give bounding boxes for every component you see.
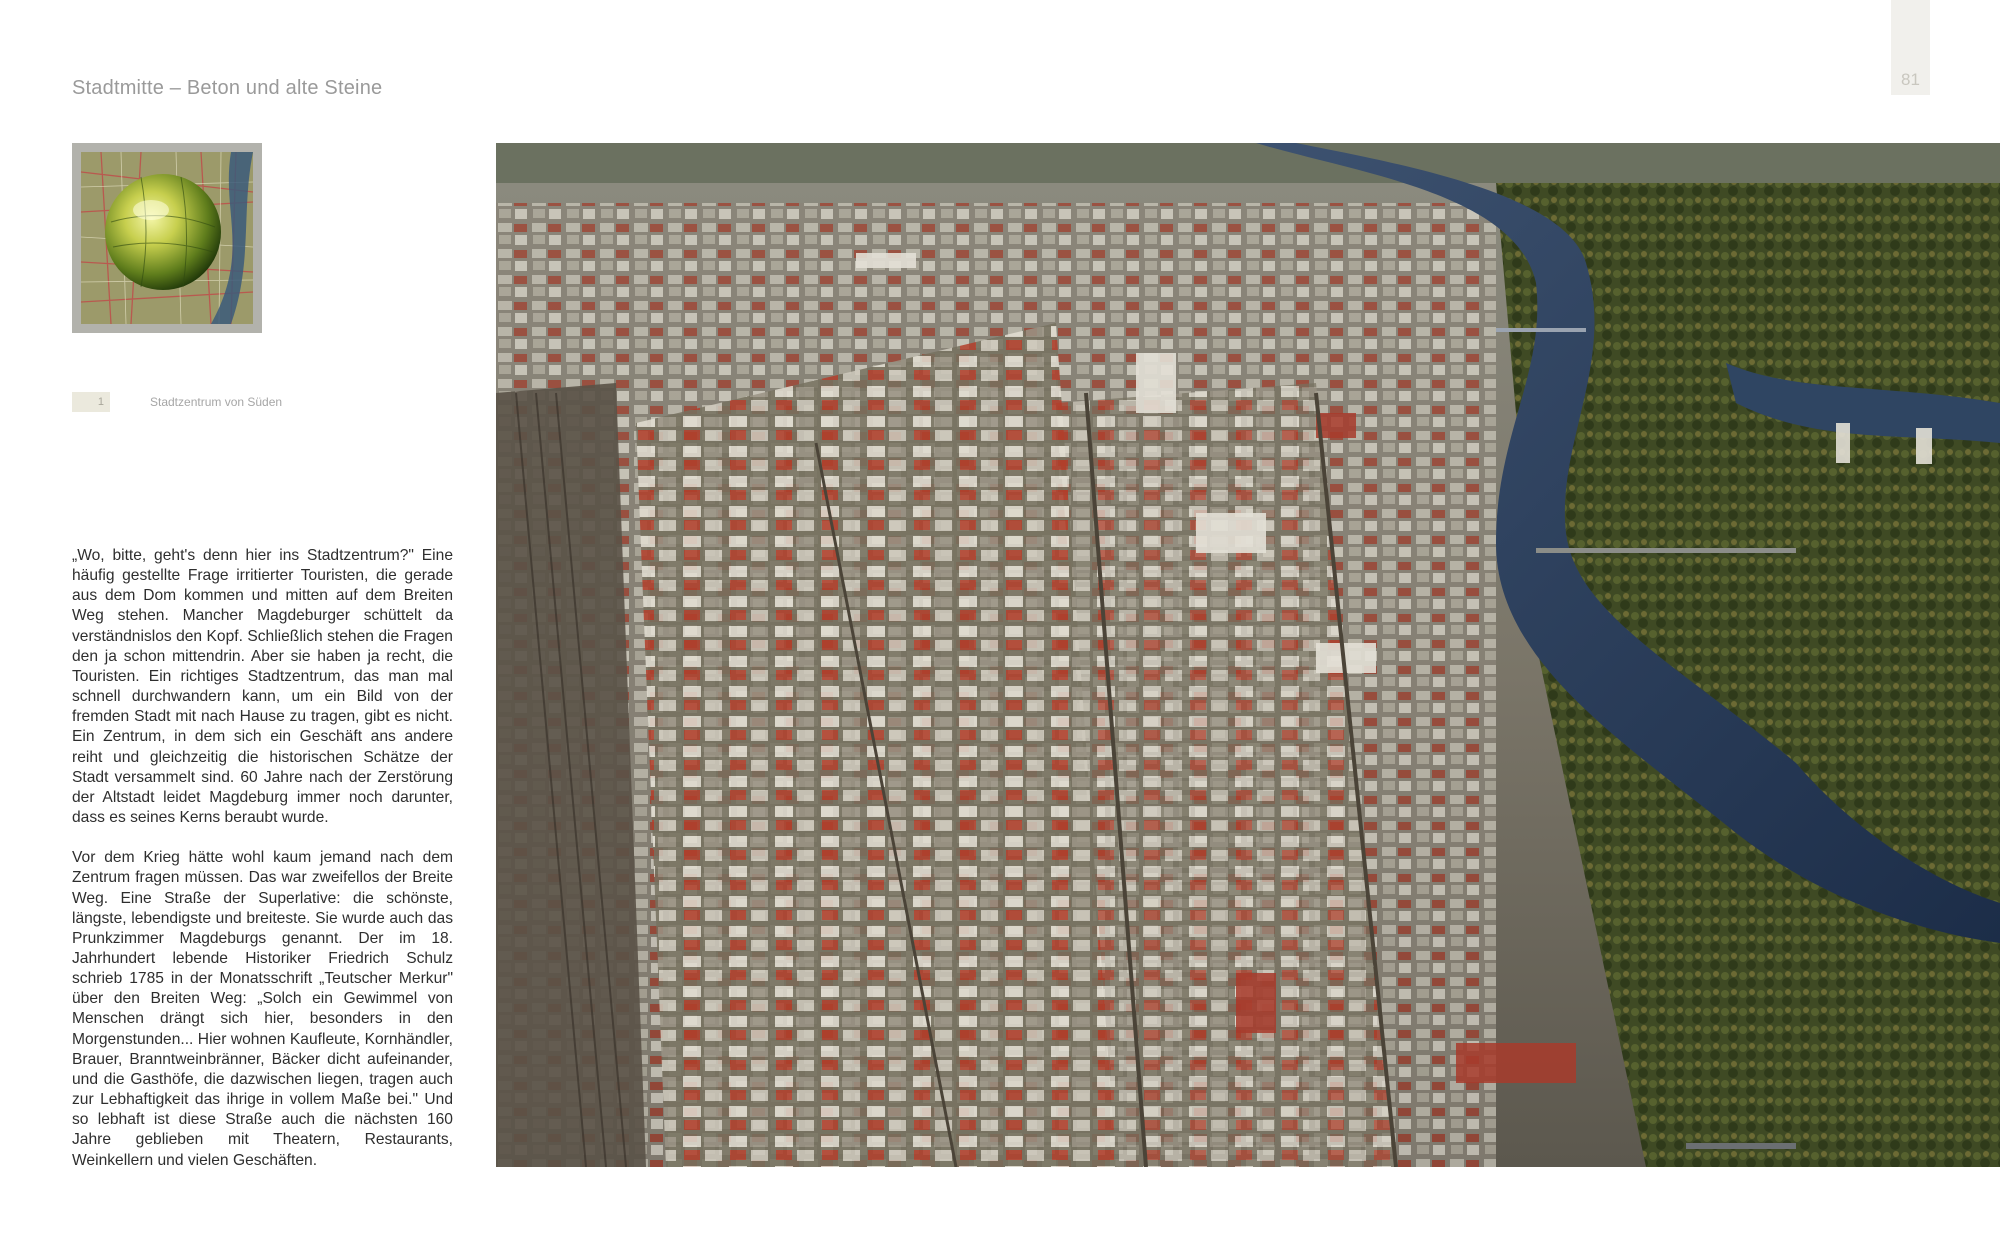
aerial-city-photo-icon: [496, 143, 2000, 1167]
paragraph: „Wo, bitte, geht's denn hier ins Stadtzentrum?" Eine häufig gestellte Frage irritierter Touristen, die gerade aus dem Dom kommen und mitten auf dem Breiten Weg stehen. Mancher Magdeburger schüttelt da verständnislos den Kopf. Schließlich stehen die Fragen den ja schon mittendrin. Aber sie haben ja recht, die Touristen. Ein richtiges Stadtzentrum, das man mal schnell durchwandern kann, um ein Bild von der fremden Stadt mit nach Hause zu tragen, gibt es nicht. Ein Zentrum, in dem sich ein Geschäft ans andere reiht und gleichzeitig die historischen Schätze der Stadt versammelt sind. 60 Jahre nach der Zerstörung der Altstadt leidet Magdeburg immer noch darunter, dass es seines Kerns beraubt wurde.: [72, 547, 453, 827]
aerial-photo: [496, 143, 2000, 1167]
map-sphere-icon: [81, 152, 253, 324]
caption-number: 1: [72, 392, 110, 412]
caption-text: Stadtzentrum von Süden: [150, 395, 283, 409]
thumbnail-frame: [72, 143, 262, 333]
page-number: 81: [1901, 70, 1920, 89]
section-title: Stadtmitte – Beton und alte Steine: [72, 77, 383, 99]
paragraph: Vor dem Krieg hätte wohl kaum jemand nach dem Zentrum fragen müssen. Das war zweifellos der Breite Weg. Eine Straße der Superlative: die schönste, längste, lebendigste und breiteste. Sie wurde auch das Prunkzimmer Magdeburgs genannt. Der im 18. Jahrhundert lebende Historiker Friedrich Schulz schrieb 1785 in der Monatsschrift „Teutscher Merkur" über den Breiten Weg: „Solch ein Gewimmel von Menschen drängt sich hier, besonders in den Morgenstunden... Hier wohnen Kaufleute, Kornhändler, Brauer, Branntweinbränner, Bäcker dicht aufeinander, und die Gasthöfe, die dazwischen liegen, tragen auch zur Lebhaftigkeit das ihrige in vollem Maße bei." Und so lebhaft ist diese Straße auch die nächsten 160 Jahre geblieben mit Theatern, Restaurants, Weinkellern und vielen Geschäften.: [72, 849, 453, 1169]
body-text: [72, 546, 453, 1191]
